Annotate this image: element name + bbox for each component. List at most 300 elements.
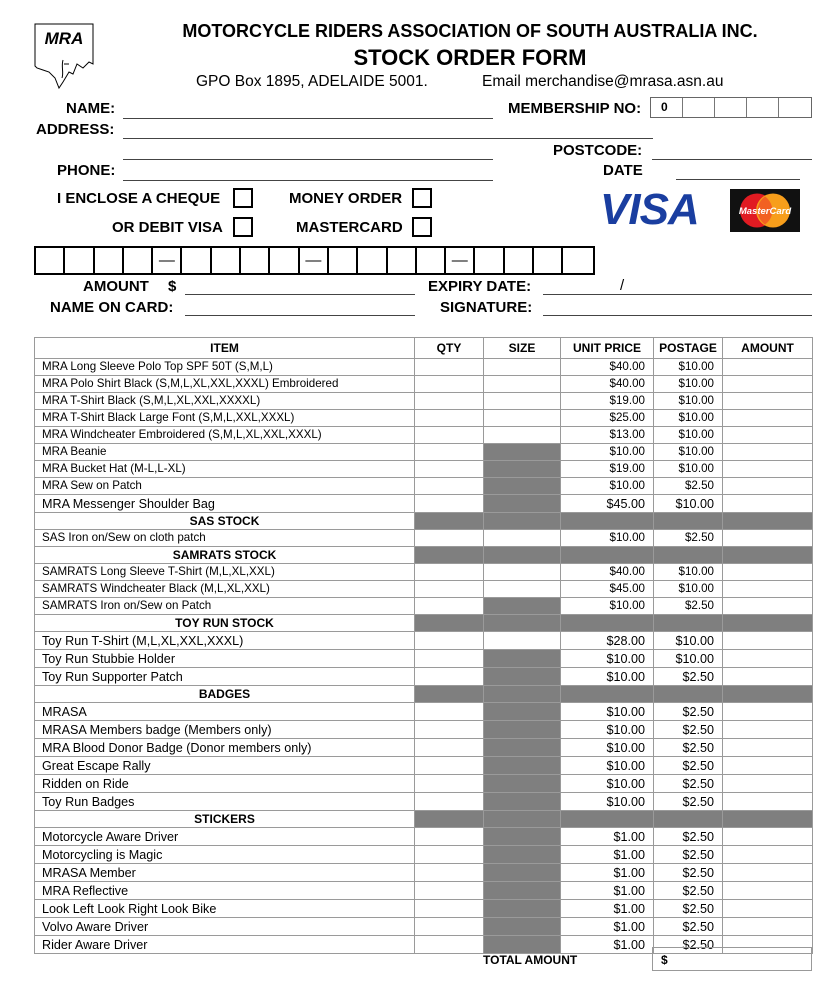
amount-cell[interactable] xyxy=(723,393,813,410)
size-cell xyxy=(484,650,561,668)
unit-price-cell: $10.00 xyxy=(561,668,654,686)
name-on-card-field[interactable] xyxy=(185,315,415,316)
size-cell xyxy=(484,882,561,900)
unit-price-cell: $19.00 xyxy=(561,461,654,478)
table-row xyxy=(35,793,813,811)
postage-cell: $10.00 xyxy=(654,359,723,376)
qty-cell[interactable] xyxy=(415,650,484,668)
qty-cell xyxy=(415,615,484,632)
card-digit[interactable] xyxy=(505,248,534,273)
card-digit[interactable] xyxy=(563,248,592,273)
date-label: DATE xyxy=(603,162,643,179)
card-digit[interactable] xyxy=(475,248,504,273)
amount-cell[interactable] xyxy=(723,461,813,478)
size-cell xyxy=(484,444,561,461)
postage-cell: $2.50 xyxy=(654,793,723,811)
debit-visa-checkbox[interactable] xyxy=(233,217,253,237)
postage-cell xyxy=(654,811,723,828)
qty-cell[interactable] xyxy=(415,828,484,846)
item-cell: MRA Bucket Hat (M-L,L-XL) xyxy=(35,461,415,478)
amount-cell[interactable] xyxy=(723,478,813,495)
size-cell xyxy=(484,936,561,954)
unit-price-cell: $10.00 xyxy=(561,703,654,721)
card-digit[interactable] xyxy=(65,248,94,273)
table-row xyxy=(35,739,813,757)
size-cell[interactable] xyxy=(484,393,561,410)
item-cell: Toy Run Stubbie Holder xyxy=(35,650,415,668)
size-cell xyxy=(484,828,561,846)
size-cell[interactable] xyxy=(484,564,561,581)
section-row xyxy=(35,811,813,828)
item-cell: Great Escape Rally xyxy=(35,757,415,775)
card-digit[interactable] xyxy=(417,248,446,273)
table-row xyxy=(35,581,813,598)
amount-cell[interactable] xyxy=(723,775,813,793)
item-cell: MRA Reflective xyxy=(35,882,415,900)
table-row xyxy=(35,650,813,668)
card-digit[interactable] xyxy=(388,248,417,273)
amount-cell[interactable] xyxy=(723,828,813,846)
unit-price-cell: $1.00 xyxy=(561,882,654,900)
total-currency: $ xyxy=(661,953,668,967)
qty-cell[interactable] xyxy=(415,918,484,936)
qty-cell[interactable] xyxy=(415,721,484,739)
size-cell xyxy=(484,461,561,478)
postage-cell: $2.50 xyxy=(654,478,723,495)
postage-cell: $2.50 xyxy=(654,739,723,757)
amount-cell[interactable] xyxy=(723,668,813,686)
amount-cell[interactable] xyxy=(723,900,813,918)
qty-cell xyxy=(415,686,484,703)
membership-label: MEMBERSHIP NO: xyxy=(508,100,642,117)
unit-price-cell: $19.00 xyxy=(561,393,654,410)
money-order-label: MONEY ORDER xyxy=(289,190,403,207)
item-cell: MRA Blood Donor Badge (Donor members only) xyxy=(35,739,415,757)
qty-cell[interactable] xyxy=(415,882,484,900)
unit-price-cell: $10.00 xyxy=(561,478,654,495)
unit-price-cell: $25.00 xyxy=(561,410,654,427)
item-cell: SAMRATS Iron on/Sew on Patch xyxy=(35,598,415,615)
item-cell: Toy Run T-Shirt (M,L,XL,XXL,XXXL) xyxy=(35,632,415,650)
postage-cell: $10.00 xyxy=(654,495,723,513)
table-row xyxy=(35,598,813,615)
column-header-amount: AMOUNT xyxy=(723,338,813,359)
amount-cell xyxy=(723,811,813,828)
unit-price-cell: $10.00 xyxy=(561,775,654,793)
table-row xyxy=(35,444,813,461)
form-title: STOCK ORDER FORM xyxy=(353,45,587,70)
table-row xyxy=(35,427,813,444)
table-row xyxy=(35,632,813,650)
size-cell xyxy=(484,668,561,686)
postage-cell: $2.50 xyxy=(654,530,723,547)
qty-cell[interactable] xyxy=(415,775,484,793)
amount-cell[interactable] xyxy=(723,864,813,882)
card-digit[interactable] xyxy=(270,248,299,273)
postage-cell: $10.00 xyxy=(654,564,723,581)
amount-cell[interactable] xyxy=(723,918,813,936)
amount-field[interactable] xyxy=(185,294,415,295)
signature-label: SIGNATURE: xyxy=(440,299,533,316)
name-on-card-label: NAME ON CARD: xyxy=(50,299,174,316)
size-cell xyxy=(484,686,561,703)
amount-cell[interactable] xyxy=(723,632,813,650)
postage-cell: $10.00 xyxy=(654,444,723,461)
postcode-label: POSTCODE: xyxy=(553,142,643,159)
item-cell: MRASA Member xyxy=(35,864,415,882)
size-cell xyxy=(484,811,561,828)
amount-cell xyxy=(723,513,813,530)
amount-cell[interactable] xyxy=(723,650,813,668)
unit-price-cell: $1.00 xyxy=(561,900,654,918)
qty-cell[interactable] xyxy=(415,793,484,811)
size-cell xyxy=(484,775,561,793)
item-cell: MRA Messenger Shoulder Bag xyxy=(35,495,415,513)
table-row xyxy=(35,478,813,495)
section-title: TOY RUN STOCK xyxy=(35,615,415,632)
table-row xyxy=(35,721,813,739)
size-cell xyxy=(484,547,561,564)
item-cell: MRASA xyxy=(35,703,415,721)
qty-cell[interactable] xyxy=(415,846,484,864)
postage-cell: $10.00 xyxy=(654,376,723,393)
qty-cell[interactable] xyxy=(415,598,484,615)
item-cell: MRA T-Shirt Black (S,M,L,XL,XXL,XXXXL) xyxy=(35,393,415,410)
amount-cell[interactable] xyxy=(723,427,813,444)
item-cell: SAS Iron on/Sew on cloth patch xyxy=(35,530,415,547)
address-field[interactable] xyxy=(123,138,653,139)
phone-field[interactable] xyxy=(123,180,493,181)
table-row xyxy=(35,410,813,427)
signature-field[interactable] xyxy=(543,315,812,316)
phone-label: PHONE: xyxy=(57,162,116,179)
unit-price-cell: $45.00 xyxy=(561,581,654,598)
amount-currency: $ xyxy=(168,278,177,295)
qty-cell[interactable] xyxy=(415,444,484,461)
expiry-date-label: EXPIRY DATE: xyxy=(428,278,532,295)
qty-cell[interactable] xyxy=(415,393,484,410)
item-cell: MRASA Members badge (Members only) xyxy=(35,721,415,739)
unit-price-cell: $10.00 xyxy=(561,757,654,775)
unit-price-cell: $10.00 xyxy=(561,530,654,547)
item-cell: Motorcycling is Magic xyxy=(35,846,415,864)
qty-cell[interactable] xyxy=(415,427,484,444)
postage-cell: $10.00 xyxy=(654,632,723,650)
size-cell xyxy=(484,598,561,615)
unit-price-cell: $10.00 xyxy=(561,598,654,615)
qty-cell[interactable] xyxy=(415,739,484,757)
qty-cell[interactable] xyxy=(415,936,484,954)
card-digit[interactable] xyxy=(95,248,124,273)
item-cell: MRA Beanie xyxy=(35,444,415,461)
amount-cell[interactable] xyxy=(723,757,813,775)
qty-cell[interactable] xyxy=(415,703,484,721)
amount-cell[interactable] xyxy=(723,376,813,393)
card-separator: — xyxy=(153,248,182,273)
unit-price-cell xyxy=(561,547,654,564)
postcode-field[interactable] xyxy=(652,159,812,160)
item-cell: MRA Long Sleeve Polo Top SPF 50T (S,M,L) xyxy=(35,359,415,376)
table-header-row xyxy=(35,338,813,359)
postage-cell: $2.50 xyxy=(654,936,723,954)
card-digit[interactable] xyxy=(124,248,153,273)
table-row xyxy=(35,376,813,393)
card-digit[interactable] xyxy=(241,248,270,273)
qty-cell[interactable] xyxy=(415,376,484,393)
qty-cell[interactable] xyxy=(415,632,484,650)
qty-cell xyxy=(415,513,484,530)
size-cell[interactable] xyxy=(484,530,561,547)
table-row xyxy=(35,918,813,936)
amount-cell[interactable] xyxy=(723,359,813,376)
unit-price-cell: $1.00 xyxy=(561,846,654,864)
size-cell xyxy=(484,757,561,775)
expiry-separator: / xyxy=(620,277,625,294)
unit-price-cell: $1.00 xyxy=(561,864,654,882)
unit-price-cell: $1.00 xyxy=(561,828,654,846)
column-header-qty: QTY xyxy=(415,338,484,359)
amount-cell[interactable] xyxy=(723,581,813,598)
size-cell xyxy=(484,900,561,918)
table-row xyxy=(35,703,813,721)
qty-cell[interactable] xyxy=(415,530,484,547)
amount-cell[interactable] xyxy=(723,739,813,757)
unit-price-cell: $40.00 xyxy=(561,376,654,393)
qty-cell[interactable] xyxy=(415,564,484,581)
cheque-label: I ENCLOSE A CHEQUE xyxy=(57,190,221,207)
postage-cell xyxy=(654,686,723,703)
name-field[interactable] xyxy=(123,118,493,119)
mastercard-checkbox[interactable] xyxy=(412,217,432,237)
table-row xyxy=(35,864,813,882)
postage-cell: $2.50 xyxy=(654,864,723,882)
amount-cell[interactable] xyxy=(723,721,813,739)
address-field-2[interactable] xyxy=(123,159,493,160)
size-cell[interactable] xyxy=(484,427,561,444)
postage-cell: $2.50 xyxy=(654,882,723,900)
table-row xyxy=(35,461,813,478)
qty-cell[interactable] xyxy=(415,359,484,376)
postage-cell: $2.50 xyxy=(654,668,723,686)
section-title: BADGES xyxy=(35,686,415,703)
section-row xyxy=(35,615,813,632)
size-cell xyxy=(484,793,561,811)
item-cell: Look Left Look Right Look Bike xyxy=(35,900,415,918)
section-title: SAS STOCK xyxy=(35,513,415,530)
membership-digit[interactable] xyxy=(715,98,747,117)
amount-cell[interactable] xyxy=(723,495,813,513)
item-cell: MRA T-Shirt Black Large Font (S,M,L,XXL,XXXL) xyxy=(35,410,415,427)
amount-cell xyxy=(723,615,813,632)
column-header-item: ITEM xyxy=(35,338,415,359)
amount-cell[interactable] xyxy=(723,703,813,721)
unit-price-cell: $40.00 xyxy=(561,359,654,376)
postage-cell: $10.00 xyxy=(654,410,723,427)
item-cell: Volvo Aware Driver xyxy=(35,918,415,936)
qty-cell[interactable] xyxy=(415,668,484,686)
table-row xyxy=(35,900,813,918)
postal-address: GPO Box 1895, ADELAIDE 5001. xyxy=(196,73,428,90)
amount-label: AMOUNT xyxy=(83,278,149,295)
table-row xyxy=(35,757,813,775)
postage-cell: $10.00 xyxy=(654,581,723,598)
section-title: SAMRATS STOCK xyxy=(35,547,415,564)
amount-cell[interactable] xyxy=(723,598,813,615)
amount-cell[interactable] xyxy=(723,793,813,811)
item-cell: SAMRATS Long Sleeve T-Shirt (M,L,XL,XXL) xyxy=(35,564,415,581)
postage-cell: $2.50 xyxy=(654,918,723,936)
table-row xyxy=(35,846,813,864)
amount-cell[interactable] xyxy=(723,530,813,547)
section-row xyxy=(35,547,813,564)
item-cell: Toy Run Supporter Patch xyxy=(35,668,415,686)
membership-digit[interactable]: 0 xyxy=(651,98,683,117)
unit-price-cell xyxy=(561,513,654,530)
membership-digit[interactable] xyxy=(779,98,811,117)
unit-price-cell: $13.00 xyxy=(561,427,654,444)
debit-visa-label: OR DEBIT VISA xyxy=(112,219,223,236)
table-row xyxy=(35,495,813,513)
table-row xyxy=(35,775,813,793)
money-order-checkbox[interactable] xyxy=(412,188,432,208)
table-row xyxy=(35,828,813,846)
unit-price-cell: $1.00 xyxy=(561,918,654,936)
membership-digit[interactable] xyxy=(747,98,779,117)
date-field[interactable] xyxy=(676,179,800,180)
table-row xyxy=(35,530,813,547)
postage-cell: $2.50 xyxy=(654,900,723,918)
card-digit[interactable] xyxy=(212,248,241,273)
postage-cell: $10.00 xyxy=(654,650,723,668)
qty-cell[interactable] xyxy=(415,495,484,513)
unit-price-cell: $10.00 xyxy=(561,444,654,461)
card-number-field[interactable] xyxy=(34,246,595,275)
size-cell[interactable] xyxy=(484,632,561,650)
membership-digit[interactable] xyxy=(683,98,715,117)
card-digit[interactable] xyxy=(534,248,563,273)
size-cell[interactable] xyxy=(484,376,561,393)
size-cell xyxy=(484,615,561,632)
postage-cell: $10.00 xyxy=(654,427,723,444)
qty-cell[interactable] xyxy=(415,410,484,427)
qty-cell[interactable] xyxy=(415,864,484,882)
amount-cell[interactable] xyxy=(723,882,813,900)
postage-cell: $10.00 xyxy=(654,393,723,410)
item-cell: SAMRATS Windcheater Black (M,L,XL,XXL) xyxy=(35,581,415,598)
total-amount-field[interactable] xyxy=(652,947,812,971)
item-cell: Toy Run Badges xyxy=(35,793,415,811)
size-cell[interactable] xyxy=(484,359,561,376)
size-cell xyxy=(484,495,561,513)
postage-cell xyxy=(654,513,723,530)
postage-cell: $2.50 xyxy=(654,598,723,615)
card-digit[interactable] xyxy=(358,248,387,273)
mastercard-logo-text: MasterCard xyxy=(738,206,792,217)
section-row xyxy=(35,513,813,530)
logo-text: MRA xyxy=(44,29,84,48)
size-cell[interactable] xyxy=(484,581,561,598)
unit-price-cell: $45.00 xyxy=(561,495,654,513)
organisation-name: MOTORCYCLE RIDERS ASSOCIATION OF SOUTH AUSTRALIA INC. xyxy=(182,21,758,41)
amount-cell[interactable] xyxy=(723,410,813,427)
amount-cell[interactable] xyxy=(723,444,813,461)
unit-price-cell: $10.00 xyxy=(561,793,654,811)
item-cell: MRA Polo Shirt Black (S,M,L,XL,XXL,XXXL) Embroidered xyxy=(35,376,415,393)
expiry-date-field[interactable] xyxy=(543,294,812,295)
size-cell xyxy=(484,478,561,495)
amount-cell xyxy=(723,547,813,564)
size-cell xyxy=(484,846,561,864)
postage-cell: $2.50 xyxy=(654,828,723,846)
postage-cell: $10.00 xyxy=(654,461,723,478)
size-cell xyxy=(484,864,561,882)
postage-cell xyxy=(654,547,723,564)
size-cell xyxy=(484,721,561,739)
item-cell: Rider Aware Driver xyxy=(35,936,415,954)
unit-price-cell: $10.00 xyxy=(561,721,654,739)
mastercard-logo xyxy=(730,189,800,232)
item-cell: MRA Sew on Patch xyxy=(35,478,415,495)
card-separator: — xyxy=(446,248,475,273)
address-label: ADDRESS: xyxy=(36,121,115,138)
unit-price-cell: $28.00 xyxy=(561,632,654,650)
qty-cell[interactable] xyxy=(415,900,484,918)
qty-cell xyxy=(415,547,484,564)
size-cell xyxy=(484,513,561,530)
size-cell[interactable] xyxy=(484,410,561,427)
table-row xyxy=(35,564,813,581)
unit-price-cell: $10.00 xyxy=(561,650,654,668)
card-digit[interactable] xyxy=(329,248,358,273)
qty-cell[interactable] xyxy=(415,461,484,478)
unit-price-cell: $10.00 xyxy=(561,739,654,757)
unit-price-cell xyxy=(561,615,654,632)
qty-cell[interactable] xyxy=(415,757,484,775)
column-header-size: SIZE xyxy=(484,338,561,359)
section-row xyxy=(35,686,813,703)
visa-logo xyxy=(600,185,699,235)
table-row xyxy=(35,668,813,686)
card-digit[interactable] xyxy=(182,248,211,273)
postage-cell: $2.50 xyxy=(654,721,723,739)
table-row xyxy=(35,393,813,410)
amount-cell[interactable] xyxy=(723,564,813,581)
postage-cell: $2.50 xyxy=(654,757,723,775)
postage-cell: $2.50 xyxy=(654,775,723,793)
visa-logo-text: VISA xyxy=(600,185,699,234)
card-separator: — xyxy=(300,248,329,273)
item-cell: Ridden on Ride xyxy=(35,775,415,793)
table-row xyxy=(35,359,813,376)
qty-cell[interactable] xyxy=(415,478,484,495)
postage-cell: $2.50 xyxy=(654,703,723,721)
qty-cell[interactable] xyxy=(415,581,484,598)
amount-cell xyxy=(723,686,813,703)
qty-cell xyxy=(415,811,484,828)
size-cell xyxy=(484,703,561,721)
mra-logo xyxy=(33,22,96,92)
membership-number-field[interactable] xyxy=(650,97,812,118)
postage-cell xyxy=(654,615,723,632)
column-header-postage: POSTAGE xyxy=(654,338,723,359)
unit-price-cell xyxy=(561,686,654,703)
amount-cell[interactable] xyxy=(723,846,813,864)
contact-email: Email merchandise@mrasa.asn.au xyxy=(482,73,724,90)
cheque-checkbox[interactable] xyxy=(233,188,253,208)
item-cell: MRA Windcheater Embroidered (S,M,L,XL,XXL,XXXL) xyxy=(35,427,415,444)
unit-price-cell: $1.00 xyxy=(561,936,654,954)
card-digit[interactable] xyxy=(36,248,65,273)
